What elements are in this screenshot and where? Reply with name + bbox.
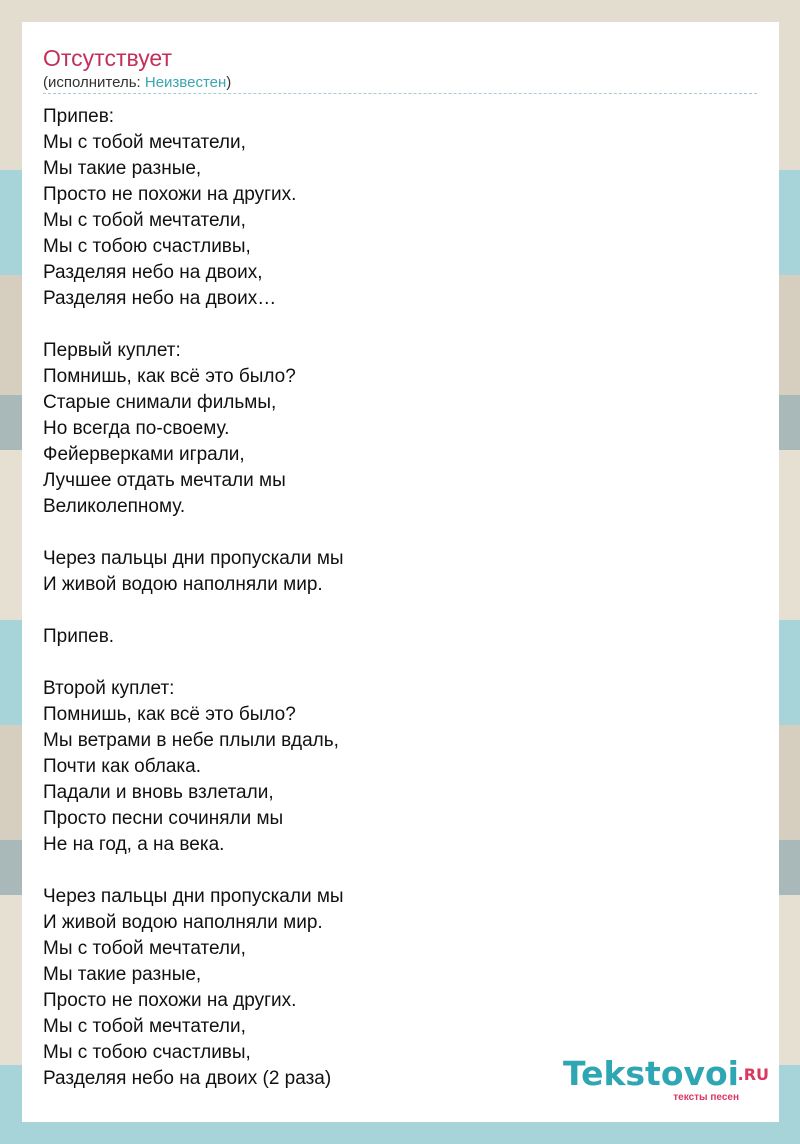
lyric-line: Мы с тобой мечтатели, bbox=[43, 1016, 246, 1037]
lyric-line: Мы с тобою счастливы, bbox=[43, 236, 251, 257]
lyric-line: Просто не похожи на других. bbox=[43, 184, 297, 205]
lyric-line: Но всегда по-своему. bbox=[43, 418, 230, 439]
artist-link[interactable]: Неизвестен bbox=[144, 74, 227, 91]
song-title: Отсутствует bbox=[43, 45, 172, 71]
lyric-line: Разделяя небо на двоих… bbox=[43, 288, 277, 309]
lyric-line: Через пальцы дни пропускали мы bbox=[43, 548, 344, 569]
lyric-line: И живой водою наполняли мир. bbox=[43, 912, 323, 933]
lyric-line bbox=[43, 312, 743, 338]
logo-domain: .RU bbox=[737, 1065, 769, 1084]
lyric-line: Фейерверками играли, bbox=[43, 444, 245, 465]
lyric-line: Помнишь, как всё это было? bbox=[43, 704, 296, 725]
lyric-line: Разделяя небо на двоих, bbox=[43, 262, 263, 283]
lyric-line bbox=[43, 650, 743, 676]
artist-prefix: (исполнитель: bbox=[43, 74, 145, 91]
lyric-line: Мы с тобой мечтатели, bbox=[43, 938, 246, 959]
lyric-line: Припев: bbox=[43, 106, 115, 127]
lyric-line: Просто песни сочиняли мы bbox=[43, 808, 284, 829]
lyric-line: Мы ветрами в небе плыли вдаль, bbox=[43, 730, 339, 751]
lyric-line: Почти как облака. bbox=[43, 756, 202, 777]
lyric-line: Припев. bbox=[43, 626, 115, 647]
lyric-line: Лучшее отдать мечтали мы bbox=[43, 470, 286, 491]
lyric-line: Великолепному. bbox=[43, 496, 186, 517]
lyric-line: Падали и вновь взлетали, bbox=[43, 782, 274, 803]
lyric-line: Мы такие разные, bbox=[43, 158, 202, 179]
lyric-line bbox=[43, 520, 743, 546]
lyric-line: Второй куплет: bbox=[43, 678, 175, 699]
site-logo[interactable] bbox=[559, 1054, 769, 1114]
lyric-line: Первый куплет: bbox=[43, 340, 181, 361]
lyrics-body bbox=[43, 104, 743, 1092]
artist-suffix: ) bbox=[226, 74, 232, 91]
lyric-line: Помнишь, как всё это было? bbox=[43, 366, 296, 387]
lyric-line: Мы такие разные, bbox=[43, 964, 202, 985]
lyric-line: Мы с тобой мечтатели, bbox=[43, 210, 246, 231]
logo-tagline: тексты песен bbox=[673, 1092, 739, 1103]
lyric-line: И живой водою наполняли мир. bbox=[43, 574, 323, 595]
lyric-line bbox=[43, 598, 743, 624]
lyric-line: Просто не похожи на других. bbox=[43, 990, 297, 1011]
lyric-line: Мы с тобой мечтатели, bbox=[43, 132, 246, 153]
lyric-line: Не на год, а на века. bbox=[43, 834, 225, 855]
lyric-line: Через пальцы дни пропускали мы bbox=[43, 886, 344, 907]
lyric-line: Старые снимали фильмы, bbox=[43, 392, 277, 413]
logo-wordmark: Tekstovoi bbox=[562, 1054, 739, 1093]
divider bbox=[43, 93, 757, 94]
lyric-line: Мы с тобою счастливы, bbox=[43, 1042, 251, 1063]
lyrics-card bbox=[22, 22, 779, 1122]
lyric-line: Разделяя небо на двоих (2 раза) bbox=[43, 1068, 332, 1089]
lyric-line bbox=[43, 858, 743, 884]
artist-line bbox=[43, 74, 231, 92]
